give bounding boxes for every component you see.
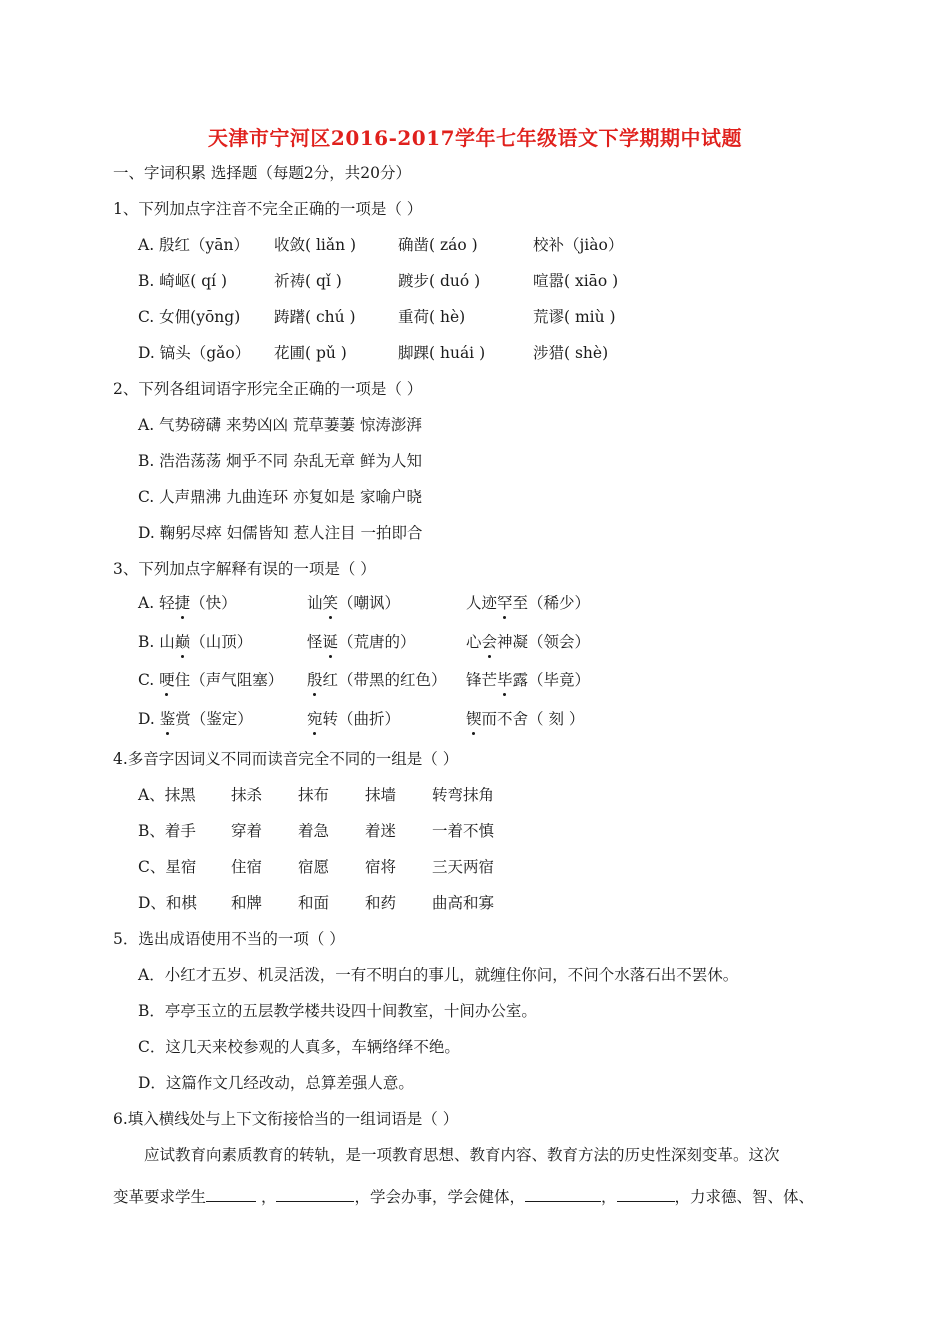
passage-text: ，学会办事，学会健体， — [354, 1188, 525, 1206]
option-word: 荒谬( miù ) — [533, 308, 616, 326]
passage-text: ， — [600, 1188, 617, 1206]
word-part: 轻 — [159, 594, 175, 612]
question-5-stem: 5．选出成语使用不当的一项（ ） — [113, 930, 345, 948]
option-letter: C. — [138, 671, 160, 689]
emphasized-character: 笑 — [322, 594, 339, 612]
option-word: 踌躇( chú ) — [274, 308, 356, 326]
option-word: 涉猎( shè) — [533, 344, 609, 362]
option-word — [466, 708, 584, 730]
option-word — [138, 669, 283, 691]
word-part: 讪 — [307, 594, 323, 612]
word-part: 转（曲折） — [322, 710, 401, 728]
option-word — [307, 631, 416, 653]
option-word: 重荷( hè) — [398, 308, 466, 326]
option-word: 一着不慎 — [432, 822, 495, 840]
option-word — [307, 708, 400, 730]
word-part: 人迹 — [466, 594, 498, 612]
word-part: 赏（鉴定） — [175, 710, 253, 728]
emphasized-character: 宛 — [307, 710, 323, 728]
option-word — [307, 669, 447, 691]
option-word: 住宿 — [231, 858, 263, 876]
option-word — [138, 592, 237, 614]
option-word: 喧嚣( xiāo ) — [533, 272, 619, 290]
option-word: C、星宿 — [138, 858, 197, 876]
emphasized-character: 会 — [481, 633, 498, 651]
fill-blank-4[interactable] — [617, 1185, 675, 1202]
question-2-option-d[interactable]: D. 鞠躬尽瘁 妇儒皆知 惹人注目 一拍即合 — [138, 524, 423, 542]
emphasized-character: 罕 — [497, 594, 513, 612]
option-word: 校补（jiào） — [533, 236, 624, 254]
option-word: 抹杀 — [231, 786, 263, 804]
option-word: A. 殷红（yān） — [138, 236, 250, 254]
question-5-option-d[interactable]: D．这篇作文几经改动，总算差强人意。 — [138, 1074, 414, 1092]
question-6-passage-line-2 — [113, 1185, 853, 1207]
question-5-option-b[interactable]: B．亭亭玉立的五层教学楼共设四十间教室，十间办公室。 — [138, 1002, 537, 1020]
option-word: 祈祷( qǐ ) — [274, 272, 342, 290]
option-word: B、着手 — [138, 822, 196, 840]
option-word: B. 崎岖( qí ) — [138, 272, 228, 290]
option-word: 三天两宿 — [432, 858, 495, 876]
emphasized-character: 捷 — [174, 594, 191, 612]
option-word: 抹布 — [298, 786, 330, 804]
option-word — [138, 631, 252, 653]
word-part: （快） — [190, 594, 237, 612]
option-word: 宿愿 — [298, 858, 330, 876]
word-part: 怪 — [307, 633, 323, 651]
option-word: 转弯抹角 — [432, 786, 495, 804]
option-word: 脚踝( huái ) — [398, 344, 486, 362]
option-word: 花圃( pǔ ) — [274, 344, 347, 362]
option-word: 抹墙 — [365, 786, 397, 804]
option-letter: B. — [138, 633, 160, 651]
option-word — [466, 631, 590, 653]
question-4-stem: 4.多音字因词义不同而读音完全不同的一组是（ ） — [113, 750, 459, 768]
emphasized-character: 巅 — [174, 633, 191, 651]
option-word — [307, 592, 400, 614]
passage-text: ，力求德、智、体、 — [674, 1188, 815, 1206]
fill-blank-2[interactable] — [276, 1185, 354, 1202]
emphasized-character: 诞 — [322, 633, 339, 651]
option-word — [466, 592, 590, 614]
question-6-stem: 6.填入横线处与上下文衔接恰当的一组词语是（ ） — [113, 1110, 459, 1128]
word-part: 而不舍（ 刻 ） — [481, 710, 585, 728]
word-part: 神凝（领会） — [497, 633, 591, 651]
question-2-option-c[interactable]: C. 人声鼎沸 九曲连环 亦复如是 家喻户晓 — [138, 488, 422, 506]
option-word: C. 女佣(yōng) — [138, 308, 241, 326]
question-6-passage-line-1: 应试教育向素质教育的转轨，是一项教育思想、教育内容、教育方法的历史性深刻变革。这次 — [144, 1146, 780, 1164]
passage-text: 变革要求学生 — [113, 1188, 207, 1206]
word-part: （山顶） — [190, 633, 253, 651]
option-word: 着迷 — [365, 822, 397, 840]
emphasized-character: 哽 — [159, 671, 175, 689]
option-word: 着急 — [298, 822, 330, 840]
word-part: 锋芒 — [466, 671, 498, 689]
option-letter: D. — [138, 710, 160, 728]
question-5-option-a[interactable]: A．小红才五岁、机灵活泼，一有不明白的事儿，就缠住你问，不问个水落石出不罢休。 — [138, 966, 739, 984]
word-part: 住（声气阻塞） — [174, 671, 284, 689]
option-word: A、抹黑 — [138, 786, 196, 804]
word-part: 心 — [466, 633, 482, 651]
word-part: 至（稀少） — [512, 594, 591, 612]
option-word: 收敛( liǎn ) — [274, 236, 357, 254]
word-part: 红（带黑的红色） — [322, 671, 447, 689]
word-part: （荒唐的） — [338, 633, 416, 651]
option-word: D. 镐头（gǎo） — [138, 344, 251, 362]
option-word: 踱步( duó ) — [398, 272, 481, 290]
question-3-stem: 3、下列加点字解释有误的一项是（ ） — [113, 560, 376, 578]
passage-text: ， — [260, 1188, 277, 1206]
option-word: 确凿( záo ) — [398, 236, 478, 254]
fill-blank-1[interactable] — [206, 1185, 256, 1202]
question-2-option-b[interactable]: B. 浩浩荡荡 炯乎不同 杂乱无章 鲜为人知 — [138, 452, 423, 470]
option-word — [138, 708, 253, 730]
option-word: 和牌 — [231, 894, 263, 912]
page-title: 天津市宁河区2016-2017学年七年级语文下学期期中试题 — [207, 126, 743, 150]
option-word: 宿将 — [365, 858, 397, 876]
question-2-stem: 2、下列各组词语字形完全正确的一项是（ ） — [113, 380, 423, 398]
word-part: 露（毕竟） — [512, 671, 591, 689]
emphasized-character: 锲 — [466, 710, 482, 728]
emphasized-character: 毕 — [497, 671, 513, 689]
emphasized-character: 鉴 — [159, 710, 176, 728]
option-letter: A. — [138, 594, 160, 612]
option-word: 曲高和寡 — [432, 894, 495, 912]
word-part: （嘲讽） — [338, 594, 401, 612]
option-word: 穿着 — [231, 822, 263, 840]
option-word: 和面 — [298, 894, 330, 912]
question-2-option-a[interactable]: A. 气势磅礴 来势凶凶 荒草萋萋 惊涛澎湃 — [138, 416, 422, 434]
question-5-option-c[interactable]: C．这几天来校参观的人真多，车辆络绎不绝。 — [138, 1038, 460, 1056]
section-heading: 一、字词积累 选择题（每题2分，共20分） — [113, 164, 412, 182]
option-word: 和药 — [365, 894, 397, 912]
question-1-stem: 1、下列加点字注音不完全正确的一项是（ ） — [113, 200, 423, 218]
option-word — [466, 669, 590, 691]
emphasized-character: 殷 — [307, 671, 323, 689]
word-part: 山 — [159, 633, 175, 651]
option-word: D、和棋 — [138, 894, 197, 912]
fill-blank-3[interactable] — [525, 1185, 601, 1202]
